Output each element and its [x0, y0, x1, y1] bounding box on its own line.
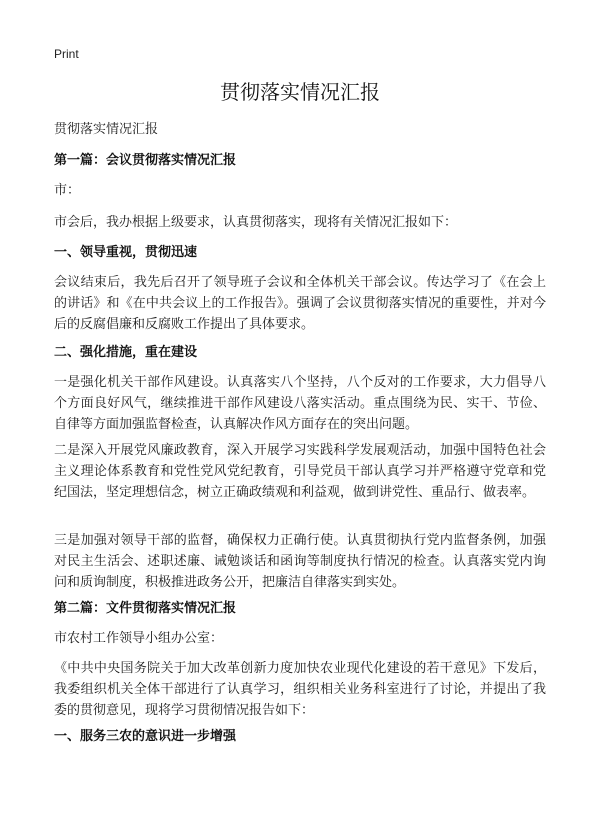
section1-paragraph: 会议结束后，我先后召开了领导班子会议和全体机关干部会议。传达学习了《在会上的讲话》和《在中共会议上的工作报告》。强调了会议贯彻落实情况的重要性，并对今后的反腐倡廉和反腐败工作提出了具体要求。 — [54, 275, 546, 332]
part1-heading: 第一篇：会议贯彻落实情况汇报 — [54, 153, 237, 168]
part1-intro: 市会后，我办根据上级要求，认真贯彻落实，现将有关情况汇报如下： — [54, 215, 458, 230]
section2-paragraph-2: 二是深入开展党风廉政教育，深入开展学习实践科学发展观活动，加强中国特色社会主义理论体系教育和党性党风党纪教育，引导党员干部认真学习并严格遵守党章和党纪国法，坚定理想信念，树立正确政绩观和利益观，做到讲党性、重品行、做表率。 — [54, 443, 546, 500]
part2-section1-heading: 一、服务三农的意识进一步增强 — [54, 729, 237, 744]
section1-heading: 一、领导重视，贯彻迅速 — [54, 245, 198, 260]
print-label: Print — [54, 47, 79, 61]
section2-paragraph-3: 三是加强对领导干部的监督，确保权力正确行使。认真贯彻执行党内监督条例，加强对民主生活会、述职述廉、诫勉谈话和函询等制度执行情况的检查。认真落实党内询问和质询制度，积极推进政务公开，把廉洁自律落实到实处。 — [54, 533, 546, 590]
part2-salutation: 市农村工作领导小组办公室： — [54, 631, 224, 646]
section2-paragraph-1: 一是强化机关干部作风建设。认真落实八个坚持，八个反对的工作要求，大力倡导八个方面良好风气，继续推进干部作风建设八落实活动。重点围绕为民、实干、节俭、自律等方面加强监督检查，认真解决作风方面存在的突出问题。 — [54, 375, 546, 432]
document-title: 贯彻落实情况汇报 — [220, 80, 380, 104]
part2-heading: 第二篇：文件贯彻落实情况汇报 — [54, 601, 237, 616]
part2-intro: 《中共中央国务院关于加大改革创新力度加快农业现代化建设的若干意见》下发后，我委组织机关全体干部进行了认真学习，组织相关业务科室进行了讨论，并提出了我委的贯彻意见，现将学习贯彻情况报告如下： — [54, 661, 546, 718]
section2-heading: 二、强化措施，重在建设 — [54, 345, 198, 360]
document-subtitle: 贯彻落实情况汇报 — [54, 122, 159, 137]
part1-salutation: 市： — [54, 183, 81, 198]
